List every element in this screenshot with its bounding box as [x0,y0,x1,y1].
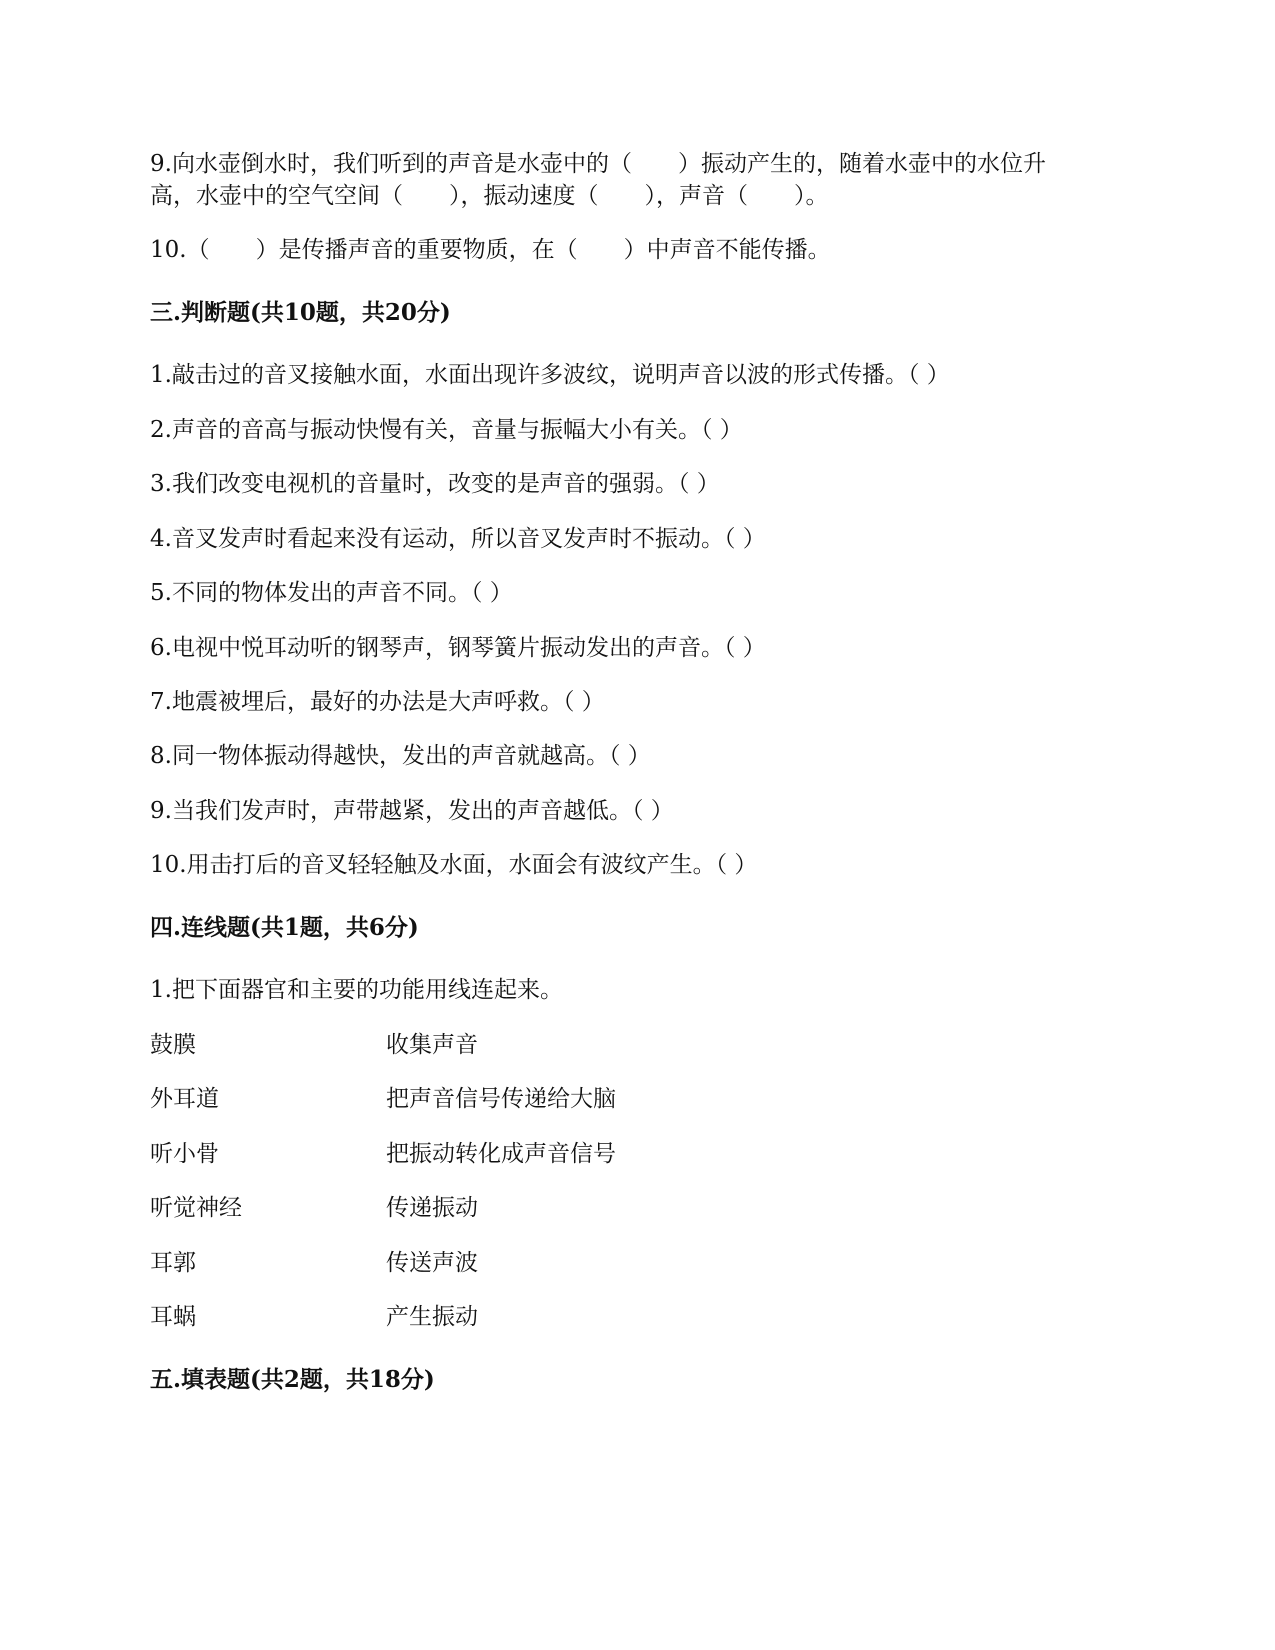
judgment-item: 8.同一物体振动得越快，发出的声音就越高。（ ） [150,743,651,769]
judgment-item: 4.音叉发声时看起来没有运动，所以音叉发声时不振动。（ ） [150,526,766,552]
judgment-item: 1.敲击过的音叉接触水面，水面出现许多波纹，说明声音以波的形式传播。（ ） [150,362,950,388]
section-heading-judgment: 三.判断题(共10题，共20分) [150,299,451,326]
judgment-item: 5.不同的物体发出的声音不同。（ ） [150,580,513,606]
fill-blank-q9-line2: 高，水壶中的空气空间（ ），振动速度（ ），声音（ ）。 [150,183,829,209]
matching-organ: 听小骨 [150,1141,219,1167]
judgment-item: 9.当我们发声时，声带越紧，发出的声音越低。（ ） [150,798,674,824]
judgment-item: 2.声音的音高与振动快慢有关，音量与振幅大小有关。（ ） [150,417,743,443]
matching-function: 把声音信号传递给大脑 [386,1086,616,1112]
matching-organ: 外耳道 [150,1086,219,1112]
matching-function: 把振动转化成声音信号 [386,1141,616,1167]
matching-question: 1.把下面器官和主要的功能用线连起来。 [150,977,563,1003]
judgment-item: 6.电视中悦耳动听的钢琴声，钢琴簧片振动发出的声音。（ ） [150,635,766,661]
fill-blank-q10: 10.（ ）是传播声音的重要物质，在（ ）中声音不能传播。 [150,237,831,263]
fill-blank-q9-line1: 9.向水壶倒水时，我们听到的声音是水壶中的（ ）振动产生的，随着水壶中的水位升 [150,151,1046,177]
judgment-item: 7.地震被埋后，最好的办法是大声呼救。（ ） [150,689,605,715]
matching-organ: 耳蜗 [150,1304,196,1330]
matching-organ: 听觉神经 [150,1195,242,1221]
matching-function: 传递振动 [386,1195,478,1221]
matching-organ: 耳郭 [150,1250,196,1276]
judgment-item: 10.用击打后的音叉轻轻触及水面，水面会有波纹产生。（ ） [150,852,758,878]
matching-organ: 鼓膜 [150,1032,196,1058]
section-heading-table: 五.填表题(共2题，共18分) [150,1366,435,1393]
matching-function: 收集声音 [386,1032,478,1058]
matching-function: 传送声波 [386,1250,478,1276]
section-heading-matching: 四.连线题(共1题，共6分) [150,914,419,941]
matching-function: 产生振动 [386,1304,478,1330]
judgment-item: 3.我们改变电视机的音量时，改变的是声音的强弱。（ ） [150,471,720,497]
